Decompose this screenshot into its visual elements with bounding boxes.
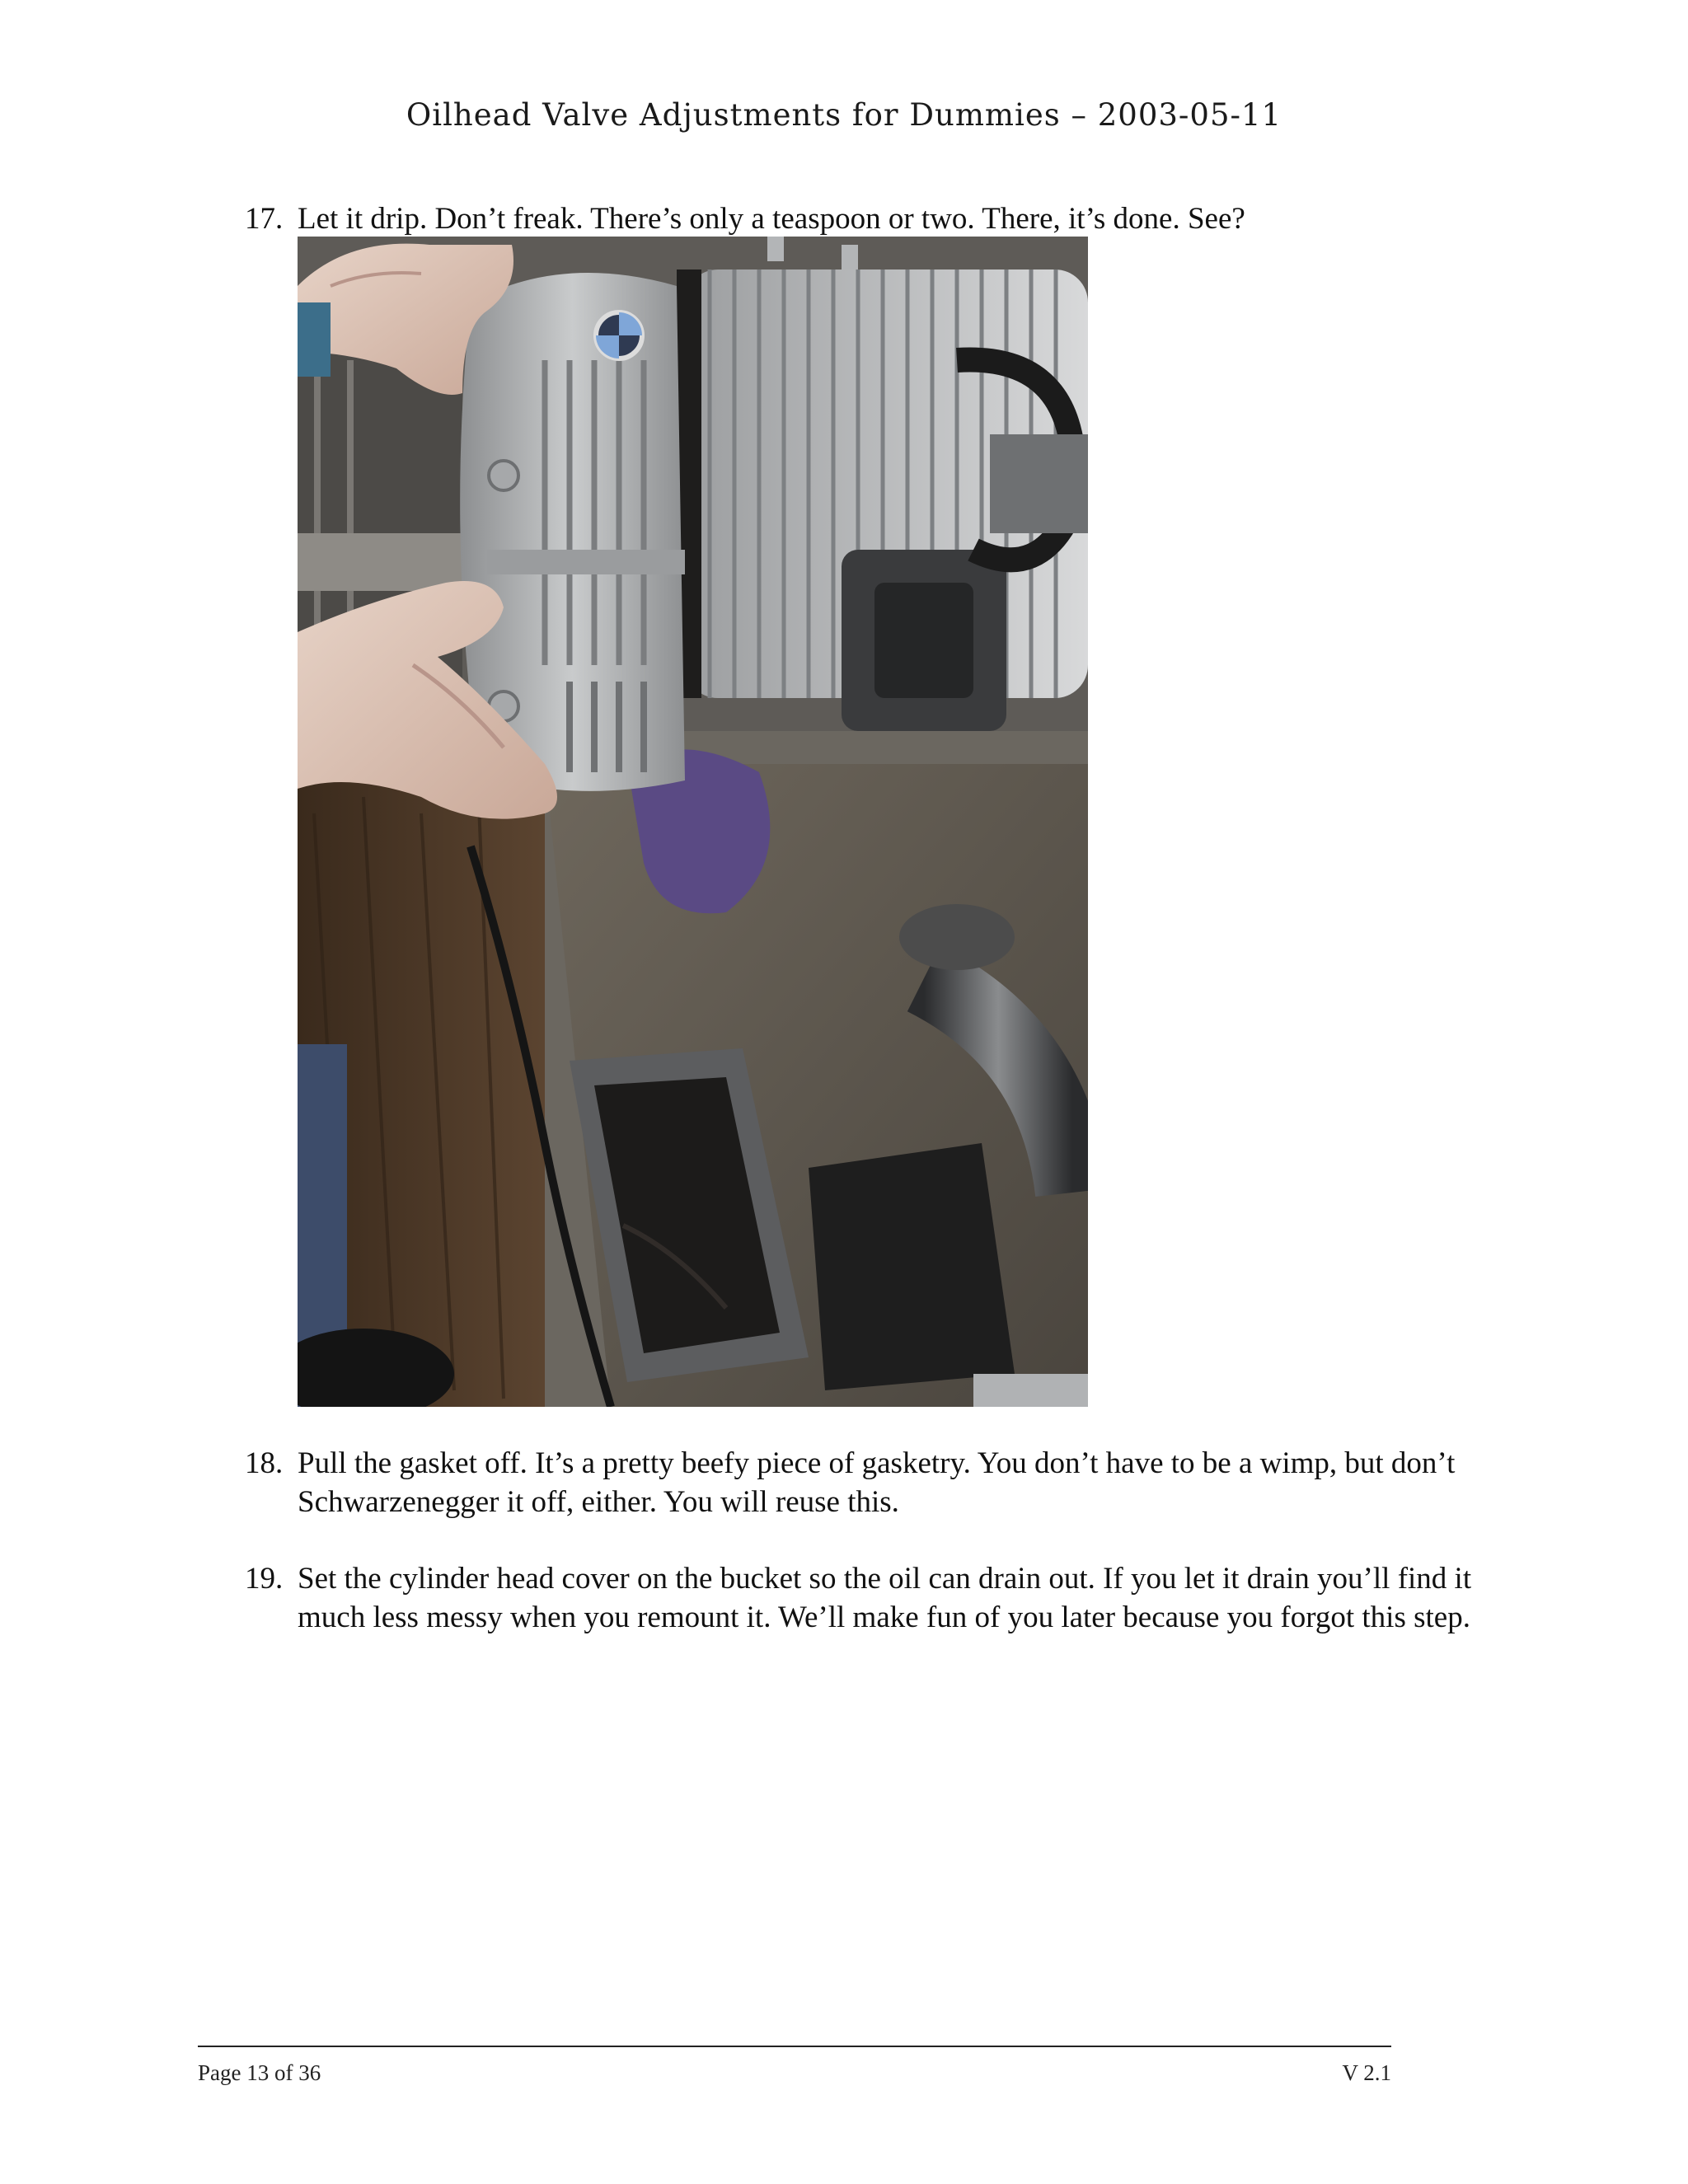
step-18 (245, 1444, 1531, 1521)
footer-page-number: Page 13 of 36 (198, 2060, 321, 2085)
step-19 (245, 1559, 1531, 1637)
step-text: Pull the gasket off. It’s a pretty beefy piece of gasketry. You don’t have to be a wimp, but don’t Schwarzenegger it off, either. You will reuse this. (298, 1446, 1456, 1519)
step-number: 18. (245, 1446, 284, 1480)
step-17 (245, 199, 1531, 238)
engine-photo (298, 237, 1088, 1407)
footer-version: V 2.1 (1342, 2060, 1391, 2085)
page-header-title: Oilhead Valve Adjustments for Dummies – 2003-05-11 (406, 97, 1282, 133)
step-number: 19. (245, 1562, 284, 1596)
footer-divider (198, 2046, 1391, 2047)
step-number: 17. (245, 202, 284, 236)
step-text: Set the cylinder head cover on the bucket so the oil can drain out. If you let it drain you’ll find it much less messy when you remount it. We’ll make fun of you later because you forgot this step. (298, 1562, 1472, 1634)
step-text: Let it drip. Don’t freak. There’s only a teaspoon or two. There, it’s done. See? (298, 202, 1245, 236)
engine-photo-illustration (298, 237, 1088, 1407)
